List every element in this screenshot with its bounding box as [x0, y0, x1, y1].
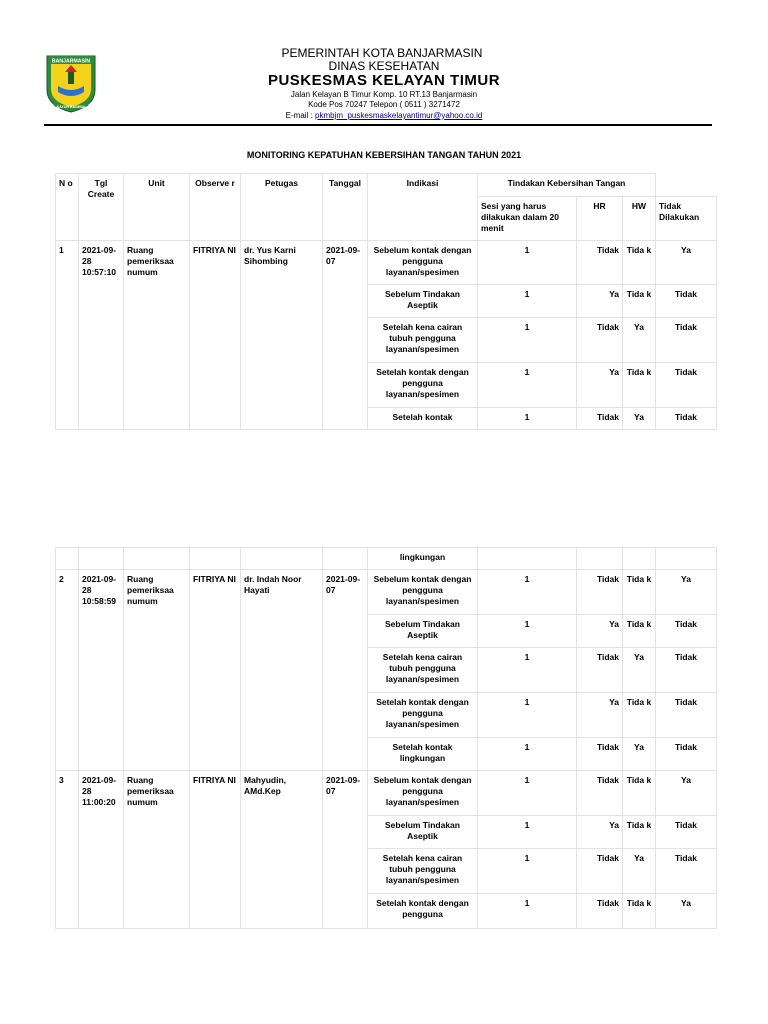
empty-cell: [241, 548, 323, 570]
tidak-dilakukan-cell: Tidak: [656, 285, 717, 318]
record-unit: Ruang pemeriksaa numum: [124, 771, 190, 929]
hr-cell: Ya: [577, 693, 623, 738]
svg-text:KAYUH BAIMBAI: KAYUH BAIMBAI: [56, 105, 86, 109]
hw-cell: Ya: [623, 849, 656, 894]
table-row: [56, 570, 717, 615]
indikasi-cell: Sebelum kontak dengan pengguna layanan/spesimen: [368, 771, 478, 816]
hr-cell: Tidak: [577, 771, 623, 816]
indikasi-cell: Setelah kena cairan tubuh pengguna layanan/spesimen: [368, 318, 478, 363]
indikasi-cell: Setelah kontak lingkungan: [368, 738, 478, 771]
sesi-cell: 1: [478, 408, 577, 430]
sesi-cell: 1: [478, 693, 577, 738]
email-link[interactable]: pkmbjm_puskesmaskelayantimur@yahoo.co.id: [315, 111, 483, 120]
record-petugas: dr. Indah Noor Hayati: [241, 570, 323, 771]
tidak-dilakukan-cell: Tidak: [656, 318, 717, 363]
indikasi-cell: Sebelum Tindakan Aseptik: [368, 615, 478, 648]
monitoring-table-page-2: [55, 547, 717, 929]
tidak-dilakukan-cell: Tidak: [656, 615, 717, 648]
indikasi-cell: Sebelum kontak dengan pengguna layanan/spesimen: [368, 570, 478, 615]
header-indikasi: Indikasi: [368, 174, 478, 241]
empty-cell: [56, 548, 79, 570]
hr-cell: Ya: [577, 285, 623, 318]
sesi-cell: 1: [478, 318, 577, 363]
table-row: [56, 241, 717, 285]
hr-cell: Tidak: [577, 408, 623, 430]
record-no: 3: [56, 771, 79, 929]
letterhead-contact: Kode Pos 70247 Telepon ( 0511 ) 3271472: [308, 100, 460, 109]
hr-cell: Ya: [577, 615, 623, 648]
indikasi-cell: Setelah kena cairan tubuh pengguna layanan/spesimen: [368, 849, 478, 894]
hw-cell: Tida k: [623, 363, 656, 408]
header-hr: HR: [577, 197, 623, 241]
letterhead-divider: [44, 124, 712, 126]
empty-cell: [124, 548, 190, 570]
hr-cell: Tidak: [577, 894, 623, 929]
email-label: E-mail :: [285, 111, 316, 120]
indikasi-cell: Setelah kontak dengan pengguna: [368, 894, 478, 929]
sesi-cell: 1: [478, 816, 577, 849]
tidak-dilakukan-cell: Tidak: [656, 849, 717, 894]
hw-cell: Ya: [623, 318, 656, 363]
header-petugas: Petugas: [241, 174, 323, 241]
tidak-dilakukan-cell: Tidak: [656, 363, 717, 408]
record-tanggal: 2021-09-07: [323, 771, 368, 929]
tidak-dilakukan-cell: Ya: [656, 570, 717, 615]
letterhead-department: DINAS KESEHATAN: [328, 59, 440, 73]
hw-cell: Tida k: [623, 693, 656, 738]
svg-text:BANJARMASIN: BANJARMASIN: [51, 58, 91, 65]
table-body-page-2: [56, 548, 717, 929]
record-unit: Ruang pemeriksaa numum: [124, 241, 190, 430]
table-row: [56, 771, 717, 816]
hw-cell: Tida k: [623, 771, 656, 816]
hr-cell: Ya: [577, 363, 623, 408]
header-hw: HW: [623, 197, 656, 241]
indikasi-cell: Setelah kena cairan tubuh pengguna layanan/spesimen: [368, 648, 478, 693]
record-tgl-create: 2021-09-28 11:00:20: [79, 771, 124, 929]
sesi-cell: 1: [478, 615, 577, 648]
record-unit: Ruang pemeriksaa numum: [124, 570, 190, 771]
hw-cell: Tida k: [623, 816, 656, 849]
empty-cell: [190, 548, 241, 570]
header-sesi: Sesi yang harus dilakukan dalam 20 menit: [478, 197, 577, 241]
hr-cell: Tidak: [577, 738, 623, 771]
sesi-cell: 1: [478, 285, 577, 318]
sesi-cell: 1: [478, 648, 577, 693]
letterhead-address: Jalan Kelayan B Timur Komp. 10 RT.13 Banjarmasin: [290, 90, 478, 99]
header-tindakan: Tindakan Kebersihan Tangan: [478, 174, 656, 197]
hw-cell: Tida k: [623, 894, 656, 929]
header-no: N o: [56, 174, 79, 241]
tidak-dilakukan-cell: Ya: [656, 894, 717, 929]
sesi-cell: 1: [478, 738, 577, 771]
tidak-dilakukan-cell: Tidak: [656, 816, 717, 849]
indikasi-cell: Sebelum Tindakan Aseptik: [368, 816, 478, 849]
tidak-dilakukan-cell: Tidak: [656, 738, 717, 771]
hw-cell: Ya: [623, 408, 656, 430]
tidak-dilakukan-cell: Ya: [656, 771, 717, 816]
sesi-cell: 1: [478, 570, 577, 615]
letterhead-email-line: [0, 111, 768, 120]
record-tanggal: 2021-09-07: [323, 241, 368, 430]
indikasi-cell: Setelah kontak dengan pengguna layanan/spesimen: [368, 693, 478, 738]
empty-cell: [577, 548, 623, 570]
header-tidak-dilakukan: Tidak Dilakukan: [656, 197, 717, 241]
record-observer: FITRIYA NI: [190, 241, 241, 430]
indikasi-cell: Sebelum Tindakan Aseptik: [368, 285, 478, 318]
hr-cell: Tidak: [577, 849, 623, 894]
empty-cell: [79, 548, 124, 570]
hr-cell: Tidak: [577, 570, 623, 615]
hr-cell: Ya: [577, 816, 623, 849]
hw-cell: Ya: [623, 648, 656, 693]
header-tanggal: Tanggal: [323, 174, 368, 241]
header-tgl-create: Tgl Create: [79, 174, 124, 241]
header-unit: Unit: [124, 174, 190, 241]
hr-cell: Tidak: [577, 318, 623, 363]
record-tanggal: 2021-09-07: [323, 570, 368, 771]
record-petugas: dr. Yus Karni Sihombing: [241, 241, 323, 430]
record-tgl-create: 2021-09-28 10:58:59: [79, 570, 124, 771]
sesi-cell: 1: [478, 363, 577, 408]
hr-cell: Tidak: [577, 241, 623, 285]
indikasi-cell: Setelah kontak dengan pengguna layanan/spesimen: [368, 363, 478, 408]
empty-cell: [656, 548, 717, 570]
hw-cell: Ya: [623, 738, 656, 771]
tidak-dilakukan-cell: Tidak: [656, 408, 717, 430]
sesi-cell: 1: [478, 894, 577, 929]
hw-cell: Tida k: [623, 285, 656, 318]
hr-cell: Tidak: [577, 648, 623, 693]
hw-cell: Tida k: [623, 570, 656, 615]
tidak-dilakukan-cell: Tidak: [656, 648, 717, 693]
table-row-continuation: [56, 548, 717, 570]
letterhead-institution: PUSKESMAS KELAYAN TIMUR: [267, 72, 501, 89]
record-tgl-create: 2021-09-28 10:57:10: [79, 241, 124, 430]
indikasi-cell: Sebelum kontak dengan pengguna layanan/spesimen: [368, 241, 478, 285]
empty-cell: [478, 548, 577, 570]
hw-cell: Tida k: [623, 241, 656, 285]
monitoring-table-page-1: [55, 173, 717, 430]
record-observer: FITRIYA NI: [190, 570, 241, 771]
record-observer: FITRIYA NI: [190, 771, 241, 929]
record-no: 2: [56, 570, 79, 771]
empty-cell: [323, 548, 368, 570]
table-body-page-1: [56, 241, 717, 430]
sesi-cell: 1: [478, 849, 577, 894]
letterhead-government: PEMERINTAH KOTA BANJARMASIN: [281, 46, 483, 60]
record-petugas: Mahyudin, AMd.Kep: [241, 771, 323, 929]
indikasi-cell: Setelah kontak: [368, 408, 478, 430]
header-observer: Observe r: [190, 174, 241, 241]
document-title: MONITORING KEPATUHAN KEBERSIHAN TANGAN TAHUN 2021: [246, 150, 522, 160]
tidak-dilakukan-cell: Ya: [656, 241, 717, 285]
hw-cell: Tida k: [623, 615, 656, 648]
record-no: 1: [56, 241, 79, 430]
empty-cell: [623, 548, 656, 570]
tidak-dilakukan-cell: Tidak: [656, 693, 717, 738]
sesi-cell: 1: [478, 771, 577, 816]
indikasi-continuation-cell: lingkungan: [368, 548, 478, 570]
sesi-cell: 1: [478, 241, 577, 285]
